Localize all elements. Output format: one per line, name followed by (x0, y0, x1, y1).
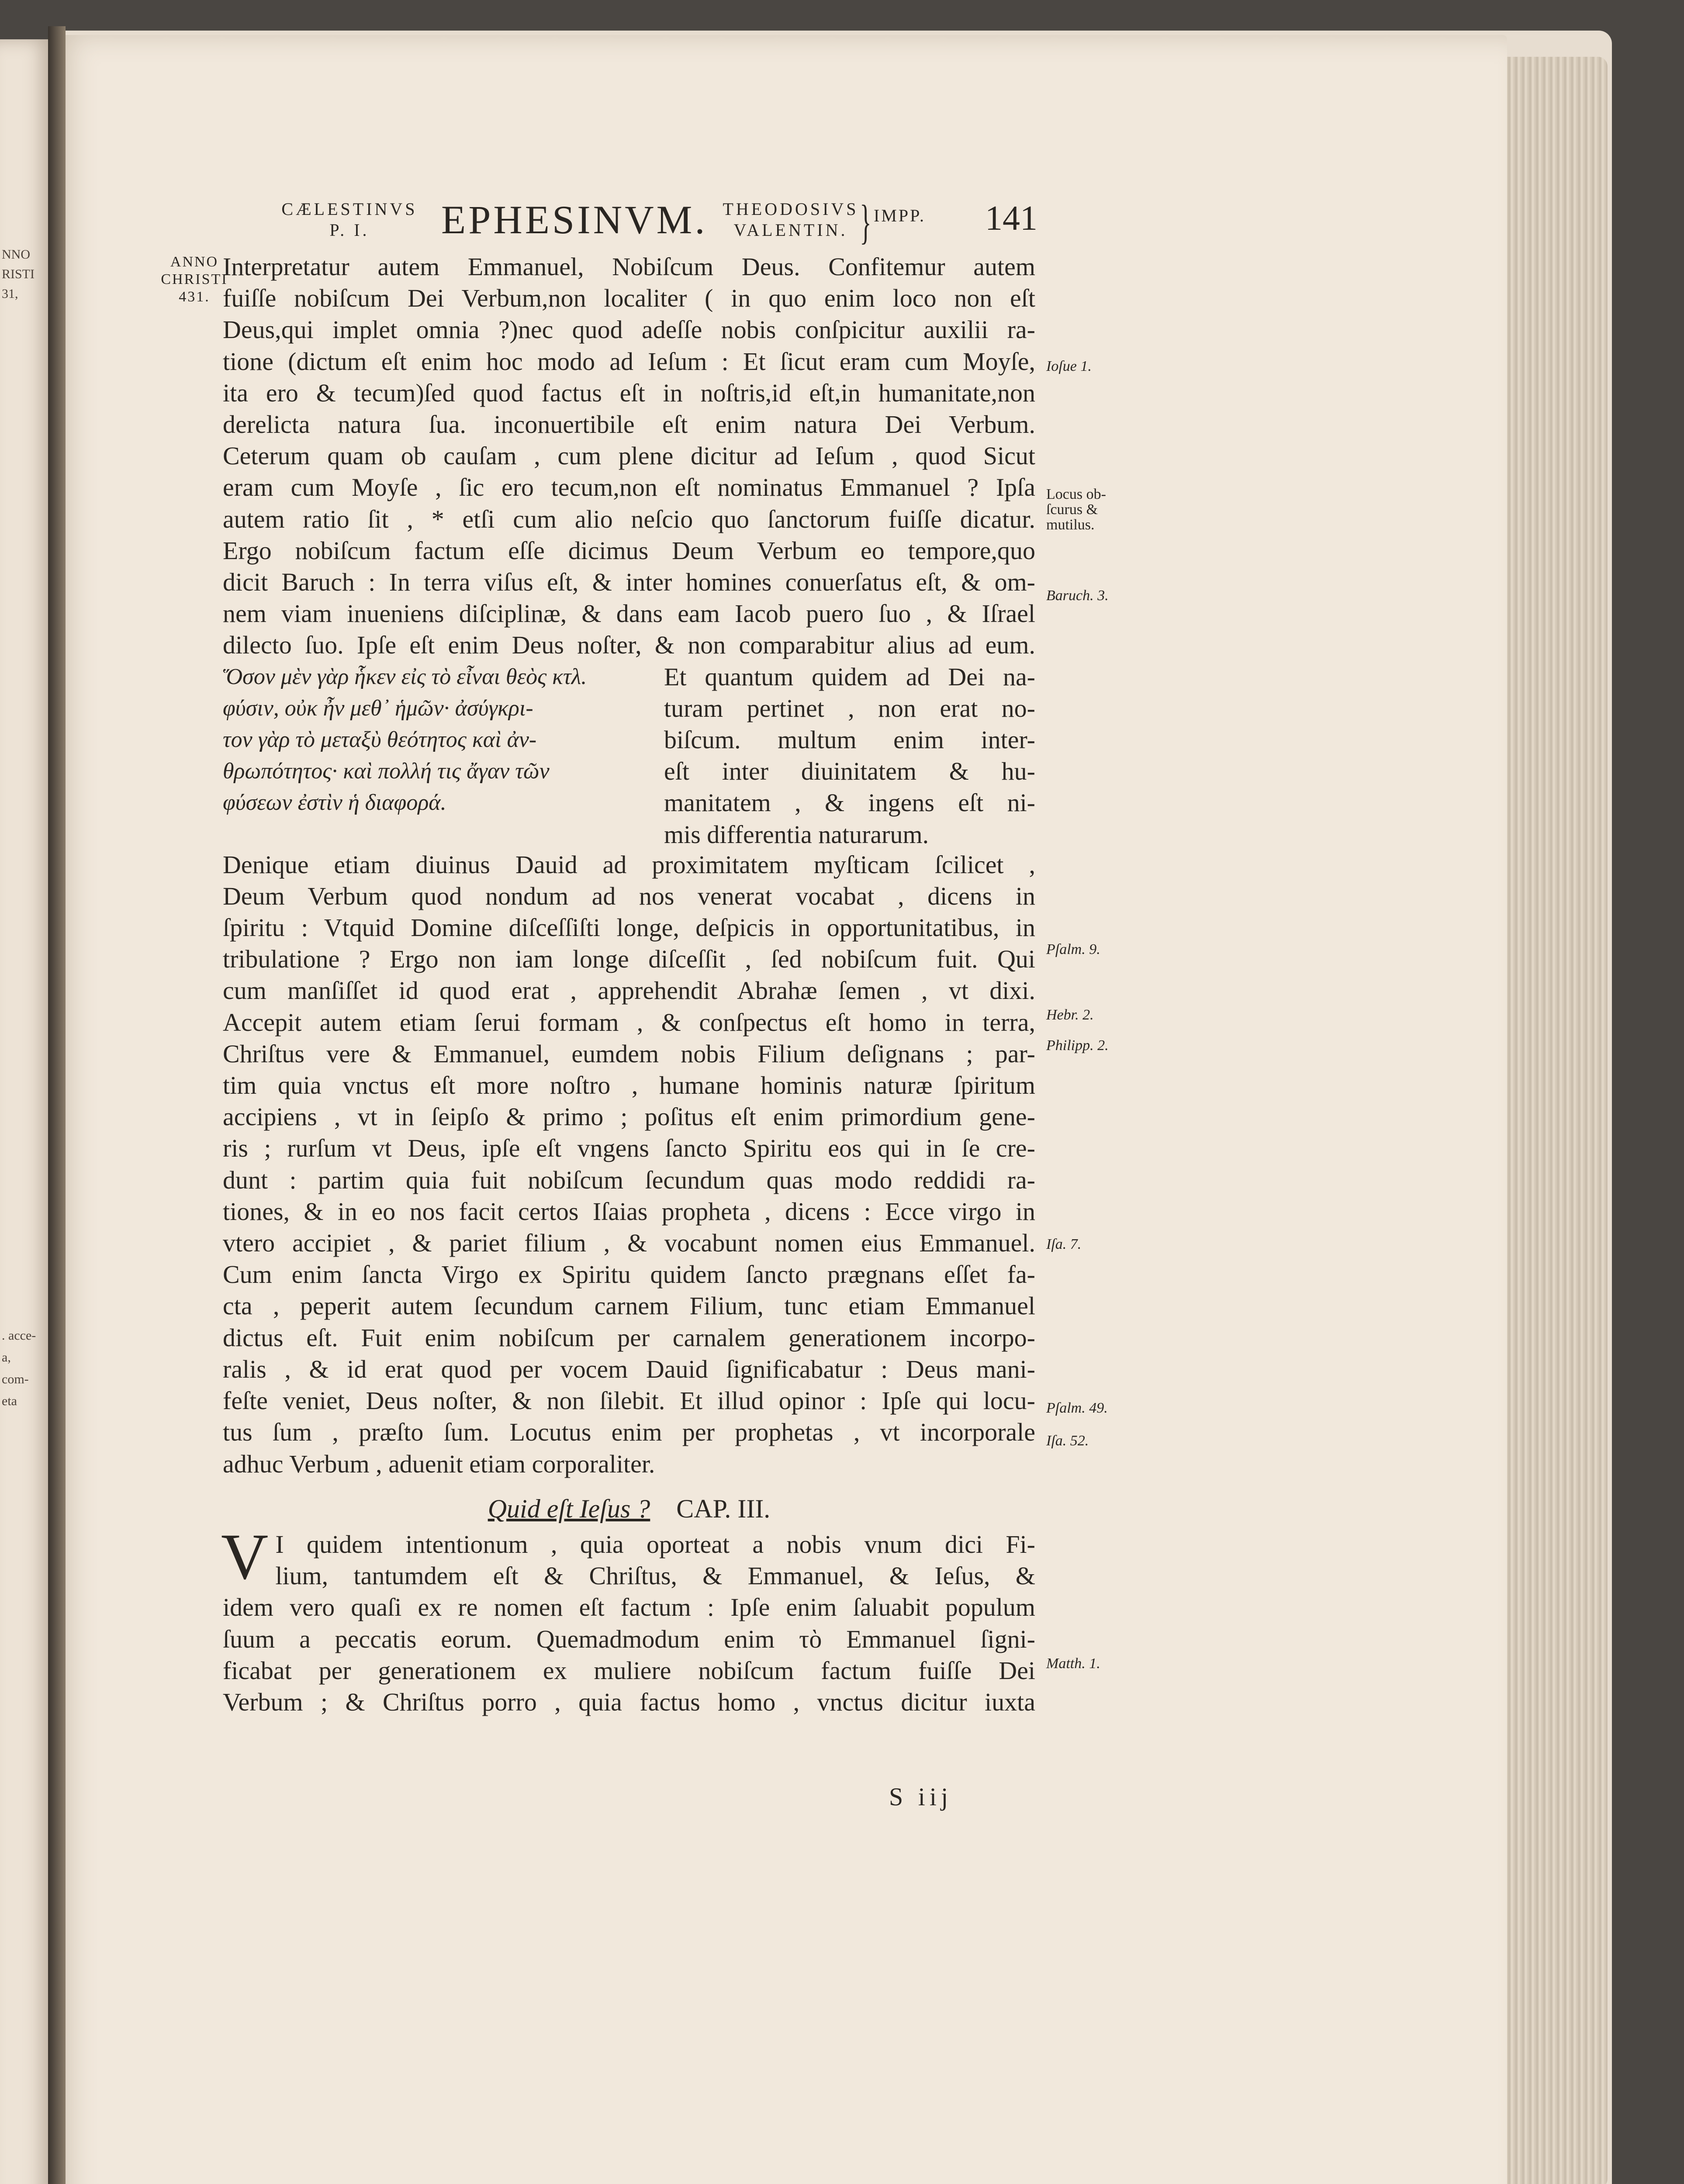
sidenote-iosue: Ioſue 1. (1046, 358, 1092, 374)
latin-col-line: mis differentia naturarum. (664, 820, 929, 849)
sidenote-baruch: Baruch. 3. (1046, 587, 1109, 604)
text-line: tim quia vnctus eſt more noſtro , humane hominis naturæ ſpiritum (223, 1071, 1035, 1100)
signature-mark: S iij (889, 1783, 953, 1811)
text-line: tione (dictum eſt enim hoc modo ad Ieſum : Et ſicut eram cum Moyſe, (223, 347, 1035, 376)
head-impp: IMPP. (874, 206, 926, 225)
text-line: tiones, & in eo nos facit certos Iſaias propheta , dicens : Ecce virgo in (223, 1197, 1035, 1226)
text-line: eram cum Moyſe , ſic ero tecum,non eſt nominatus Emmanuel ? Ipſa (223, 473, 1035, 502)
text-line: nem viam inueniens diſciplinæ, & dans eam Iacob puero ſuo , & Iſrael (223, 599, 1035, 628)
left-page-fragment: RISTI (2, 267, 35, 281)
text-part-1 (223, 251, 1035, 661)
latin-col-line: manitatem , & ingens eſt ni- (664, 788, 1035, 817)
text-part-3 (221, 1520, 1035, 1718)
chapter-question: Quid eſt Ieſus ? (488, 1494, 650, 1523)
latin-translation (664, 661, 1035, 850)
text-line: cta , peperit autem ſecundum carnem Filium, tunc etiam Emmanuel (223, 1292, 1035, 1320)
text-line: Deum Verbum quod nondum ad nos venerat vocabat , dicens in (223, 881, 1035, 910)
text-line: feſte veniet, Deus noſter, & non ſilebit. Et illud opinor : Ipſe qui locu- (223, 1386, 1035, 1415)
text-line: idem vero quaſi ex re nomen eſt factum : Ipſe enim ſaluabit populum (223, 1593, 1035, 1622)
sidenote-psalm-9: Pſalm. 9. (1046, 941, 1100, 957)
greek-line: φύσεων ἐστὶν ἡ διαφορά. (223, 790, 446, 815)
text-line: Cum enim ſancta Virgo ex Spiritu quidem ſancto prægnans eſſet fa- (223, 1260, 1035, 1289)
text-line: adhuc Verbum , aduenit etiam corporaliter. (223, 1449, 655, 1478)
margin-year-line: 431. (179, 289, 210, 305)
left-page-fragment: eta (2, 1394, 17, 1408)
gutter (48, 26, 66, 2184)
text-line: autem ratio ſit , * etſi cum alio neſcio quo ſanctorum fuiſſe dicatur. (223, 505, 1035, 533)
text-line: ris ; rurſum vt Deus, ipſe eſt vngens ſancto Spiritu eos qui in ſe cre- (223, 1134, 1035, 1163)
text-line: dictus eſt. Fuit enim nobiſcum per carnalem generationem incorpo- (223, 1323, 1035, 1352)
left-page-fragment: 31, (2, 287, 18, 301)
latin-col-line: Et quantum quidem ad Dei na- (664, 662, 1035, 691)
greek-text (223, 661, 629, 819)
margin-year-line: CHRISTI (161, 271, 228, 287)
text-line: tribulatione ? Ergo non iam longe diſceſſit , ſed nobiſcum fuit. Qui (223, 945, 1035, 974)
text-line: cum manſiſſet id quod erat , apprehendit Abrahæ ſemen , vt dixi. (223, 976, 1035, 1005)
text-line: Ceterum quam ob cauſam , cum plene dicitur ad Ieſum , quod Sicut (223, 442, 1035, 470)
text-line: ita ero & tecum)ſed quod factus eſt in noſtris,id eſt,in humanitate,non (223, 378, 1035, 407)
text-line: Ergo nobiſcum factum eſſe dicimus Deum Verbum eo tempore,quo (223, 536, 1035, 565)
text-line: ſuum a peccatis eorum. Quemadmodum enim τὸ Emmanuel ſigni- (223, 1624, 1035, 1653)
sidenote-locus-1: Locus ob- (1046, 486, 1106, 502)
left-page-fragment: NNO (2, 247, 30, 262)
sidenote-isa-52: Iſa. 52. (1046, 1433, 1089, 1449)
latin-col-line: eſt inter diuinitatem & hu- (664, 757, 1035, 786)
left-page-fragment: . acce- (2, 1328, 36, 1343)
text-line: dunt : partim quia fuit nobiſcum ſecundum quas modo reddidi ra- (223, 1165, 1035, 1194)
left-page-fragment: com- (2, 1372, 29, 1386)
page-number: 141 (985, 199, 1037, 238)
chapter-heading (223, 1493, 1035, 1524)
text-line: ralis , & id erat quod per vocem Dauid ſignificabatur : Deus mani- (223, 1355, 1035, 1383)
text-line: lium, tantumdem eſt & Chriſtus, & Emmanuel, & Ieſus, & (275, 1562, 1035, 1590)
sidenote-isa-7: Iſa. 7. (1046, 1236, 1082, 1252)
text-line: Chriſtus vere & Emmanuel, eumdem nobis Filium deſignans ; par- (223, 1039, 1035, 1068)
text-line: vtero accipiet , & pariet filium , & vocabunt nomen eius Emmanuel. (223, 1229, 1035, 1258)
sidenote-matth: Matth. 1. (1046, 1655, 1100, 1672)
greek-line: Ὅσον μὲν γὰρ ἧκεν εἰς τὸ εἶναι θεὸς κτλ. (223, 664, 587, 689)
left-page-fragment: a, (2, 1350, 11, 1365)
running-head-left (271, 199, 428, 247)
head-pope: CÆLESTINVS (281, 199, 418, 219)
sidenote-philipp: Philipp. 2. (1046, 1037, 1109, 1054)
greek-line: τον γὰρ τὸ μεταξὺ θεότητος καὶ ἀν- (223, 727, 537, 752)
sidenote-locus-2: ſcurus & (1046, 501, 1098, 518)
text-line: dicit Baruch : In terra viſus eſt, & inter homines conuerſatus eſt, & om- (223, 568, 1035, 597)
text-line: tus ſum , præſto ſum. Locutus enim per prophetas , vt incorporale (223, 1418, 1035, 1447)
head-pope-number: P. I. (329, 220, 370, 240)
running-head-title: EPHESINVM. (441, 197, 708, 242)
sidenote-psalm-49: Pſalm. 49. (1046, 1400, 1108, 1416)
text-line: Interpretatur autem Emmanuel, Nobiſcum Deus. Confitemur autem (223, 252, 1035, 281)
text-line: accipiens , vt in ſeipſo & primo ; poſitus eſt enim primordium gene- (223, 1102, 1035, 1131)
chapter-number: CAP. III. (676, 1494, 771, 1523)
text-line: Verbum ; & Chriſtus porro , quia factus homo , vnctus dicitur iuxta (223, 1687, 1035, 1716)
drop-cap: V (221, 1520, 269, 1593)
body-text (223, 251, 1035, 1718)
sidenote-locus-3: mutilus. (1046, 517, 1095, 533)
greek-line: θρωπότητος· καὶ πολλή τις ἄγαν τῶν (223, 758, 550, 784)
latin-col-line: biſcum. multum enim inter- (664, 726, 1035, 754)
head-emperor-2: VALENTIN. (733, 220, 848, 240)
text-part-2 (223, 849, 1035, 1480)
text-line: Deus,qui implet omnia ?)nec quod adeſſe nobis conſpicitur auxilii ra- (223, 315, 1035, 344)
facing-page (0, 39, 55, 2184)
text-line: derelicta natura ſua. inconuertibile eſt enim natura Dei Verbum. (223, 410, 1035, 439)
text-line: I quidem intentionum , quia oporteat a nobis vnum dici Fi- (275, 1530, 1035, 1559)
greek-latin-parallel (223, 661, 1035, 849)
text-line: Accepit autem etiam ſerui formam , & conſpectus eſt homo in terra, (223, 1008, 1035, 1037)
greek-line: φύσιν, οὐκ ἦν μεθ᾽ ἡμῶν· ἀσύγκρι- (223, 695, 533, 721)
text-line: dilecto ſuo. Ipſe eſt enim Deus noſter, & non comparabitur alius ad eum. (223, 631, 1035, 660)
sidenote-hebr: Hebr. 2. (1046, 1007, 1094, 1023)
text-line: fuiſſe nobiſcum Dei Verbum,non localiter ( in quo enim loco non eſt (223, 284, 1035, 313)
head-emperor: THEODOSIVS (723, 199, 859, 219)
text-line: ficabat per generationem ex muliere nobiſcum factum fuiſſe Dei (223, 1656, 1035, 1685)
text-line: ſpiritu : Vtquid Domine diſceſſiſti longe, deſpicis in opportunitatibus, in (223, 913, 1035, 942)
page-edges (1494, 57, 1608, 2184)
margin-year-line: ANNO (170, 254, 219, 270)
text-line: Denique etiam diuinus Dauid ad proximitatem myſticam ſcilicet , (223, 850, 1035, 879)
latin-col-line: turam pertinet , non erat no- (664, 694, 1035, 722)
running-head-right (708, 199, 874, 247)
brace-icon: } (860, 195, 871, 249)
